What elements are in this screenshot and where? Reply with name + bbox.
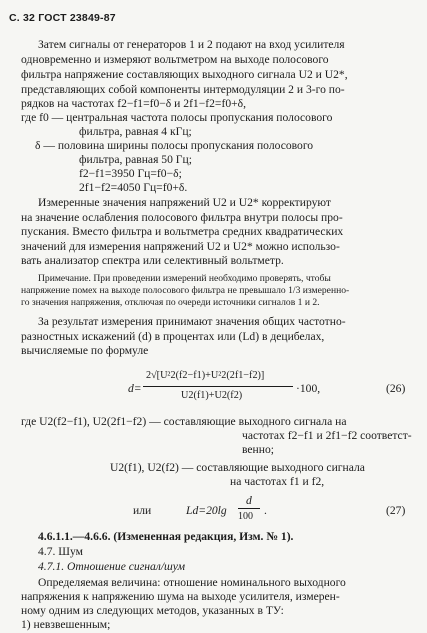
p4-line-3: ному одним из следующих методов, указанных в ТУ:	[21, 604, 284, 617]
p1-line-2: одновременно и измеряют вольтметром на выходе полосового	[21, 53, 329, 66]
p3-line-2: разностных искажений (d) в процентах или (Ld) в децибелах,	[21, 330, 325, 343]
eq27-lhs: Ld=20lg	[186, 504, 227, 517]
def-line-3: δ — половина ширины полосы пропускания полосового	[35, 139, 314, 152]
p1-line-4: представляющих собой компоненты интермодуляции 2 и 3-го по-	[21, 83, 345, 96]
section-4-7-1: 4.7.1. Отношение сигнал/шум	[38, 560, 186, 573]
def-line-5: f2−f1=3950 Гц=f0−δ;	[79, 167, 182, 180]
p2-line-1: Измеренные значения напряжений U2 и U2* корректируют	[38, 196, 331, 209]
section-4-7: 4.7. Шум	[38, 545, 83, 558]
eq26-tail: ·100,	[296, 382, 321, 395]
eq27-tail: .	[264, 504, 267, 517]
note-line-3: го значения напряжения, отключая по очереди источники сигналов 1 и 2.	[21, 297, 320, 308]
p2-line-4: значений для измерения напряжений U2 и U2* можно использо-	[21, 240, 340, 253]
eq26-number: (26)	[386, 382, 406, 395]
def-line-1: где f0 — центральная частота полосы пропускания полосового	[21, 111, 333, 124]
eq27-number: (27)	[386, 504, 406, 517]
eq26-numerator: 2√[U²2(f2−f1)+U²2(2f1−f2)]	[146, 370, 265, 381]
note-line-1: Примечание. При проведении измерений необходимо проверять, чтобы	[38, 273, 331, 284]
p2-line-5: вать анализатор спектра или селективный вольтметр.	[21, 254, 284, 267]
p3-line-1: За результат измерения принимают значения общих частотно-	[38, 315, 346, 328]
p4-line-2: напряжения к напряжению шума на выходе усилителя, измерен-	[21, 590, 340, 603]
eq27-prefix: или	[133, 504, 152, 517]
list-item-1: 1) невзвешенным;	[21, 618, 111, 631]
p4-line-1: Определяемая величина: отношение номинального выходного	[38, 576, 346, 589]
eq26-fraction-bar	[143, 386, 293, 387]
eq26-lhs: d=	[128, 382, 142, 395]
where2-line-4: U2(f1), U2(f2) — составляющие выходного сигнала	[110, 461, 365, 474]
note-line-2: напряжение помех на выходе полосового фильтра не превышало 1/3 измеренно-	[21, 285, 350, 296]
where2-line-2: частотах f2−f1 и 2f1−f2 соответст-	[242, 429, 412, 442]
p1-line-1: Затем сигналы от генераторов 1 и 2 подают на вход усилителя	[38, 38, 345, 51]
p1-line-3: фильтра напряжение составляющих выходного сигнала U2 и U2*,	[21, 68, 348, 81]
section-4-6-1-1: 4.6.1.1.—4.6.6. (Измененная редакция, Изм. № 1).	[38, 530, 294, 543]
def-line-2: фильтра, равная 4 кГц;	[79, 125, 192, 138]
def-line-6: 2f1−f2=4050 Гц=f0+δ.	[79, 181, 188, 194]
p2-line-3: пускания. Вместо фильтра и вольтметра средних квадратических	[21, 225, 344, 238]
p3-line-3: вычисляемые по формуле	[21, 344, 149, 357]
eq27-fraction-bar	[238, 508, 260, 509]
eq26-denominator: U2(f1)+U2(f2)	[181, 390, 243, 401]
p1-line-5: рядков на частотах f2−f1=f0−δ и 2f1−f2=f0+δ,	[21, 97, 247, 110]
where2-line-3: венно;	[242, 443, 274, 456]
page-header: С. 32 ГОСТ 23849-87	[9, 12, 116, 24]
eq27-numerator: d	[246, 494, 252, 507]
eq27-denominator: 100	[238, 511, 253, 522]
def-line-4: фильтра, равная 50 Гц;	[79, 153, 192, 166]
where2-line-1: где U2(f2−f1), U2(2f1−f2) — составляющие выходного сигнала на	[21, 415, 347, 428]
where2-line-5: на частотах f1 и f2,	[230, 475, 325, 488]
p2-line-2: на значение ослабления полосового фильтра внутри полосы про-	[21, 211, 343, 224]
